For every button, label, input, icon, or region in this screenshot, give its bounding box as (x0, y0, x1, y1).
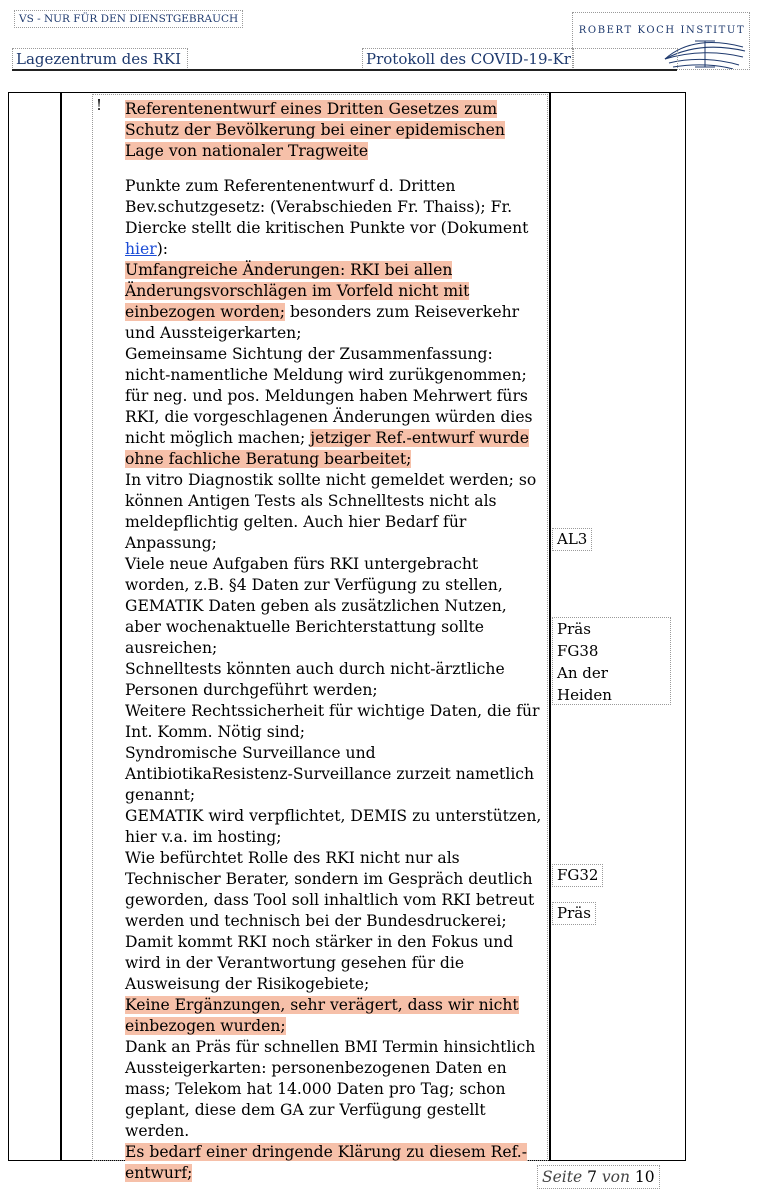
paragraph-tasks: Viele neue Aufgaben fürs RKI untergebracht worden, z.B. §4 Daten zur Verfügung zu stellen, GEMATIK Daten geben als zusätzlichen Nutzen, aber wochenaktuelle Berichterstattung sollte ausreichen; (125, 555, 507, 657)
intro-text: Punkte zum Referentenentwurf d. Dritten Bev.schutzgesetz: (Verabschieden Fr. Thaiss); Fr. Diercke stellt die kritischen Punkte vor (Dokument (125, 177, 529, 237)
footer-seite: Seite (542, 1168, 583, 1186)
review-text: Gemeinsame Sichtung der Zusammenfassung: nicht-namentliche Meldung wird zurükgenommen; für neg. und pos. Meldungen haben Mehrwert fürs RKI, die vorgeschlagenen Änderungen würden dies nicht möglich machen; (125, 345, 533, 447)
paragraph-changes (125, 260, 543, 344)
paragraph-clarification (125, 1142, 543, 1184)
paragraph-gematik: GEMATIK wird verpflichtet, DEMIS zu unterstützen, hier v.a. im hosting; (125, 807, 542, 846)
column-divider (60, 93, 62, 1160)
content-text (125, 99, 543, 1184)
highlight-clarification: Es bedarf einer dringende Klärung zu diesem Ref.-entwurf; (125, 1143, 528, 1182)
highlight-annoyed: Keine Ergänzungen, sehr verägert, dass wir nicht einbezogen wurden; (125, 996, 519, 1035)
paragraph-rapid-tests: Schnelltests könnten auch durch nicht-ärztliche Personen durchgeführt werden; (125, 660, 505, 699)
paragraph-surveillance: Syndromische Surveillance und AntibiotikaResistenz-Surveillance zurzeit nametlich genannt; (125, 744, 535, 804)
responsible-group (552, 617, 671, 705)
paragraph-review (125, 344, 543, 470)
paragraph-focus: Damit kommt RKI noch stärker in den Fokus und wird in der Verantwortung gesehen für die Ausweisung der Risikogebiete; (125, 933, 514, 993)
responsible-fg32: FG32 (552, 864, 603, 887)
header-left-title: Lagezentrum des RKI (12, 48, 188, 70)
footer-von: von (601, 1168, 630, 1186)
content-cell (92, 94, 548, 1182)
paragraph-annoyed (125, 995, 543, 1037)
responsible-heiden: An der Heiden (557, 664, 612, 704)
paragraph-diagnostics: In vitro Diagnostik sollte nicht gemeldet werden; so können Antigen Tests als Schnelltests nicht als meldepflichtig gelten. Auch hier Bedarf für Anpassung; (125, 471, 537, 552)
priority-marker: ! (96, 96, 103, 114)
intro-end: ): (156, 240, 169, 258)
agenda-heading-text: Referentenentwurf eines Dritten Gesetzes zum Schutz der Bevölkerung bei einer epidemischen Lage von nationaler Tragweite (125, 100, 505, 160)
header-right-box (572, 48, 678, 70)
responsible-fg38: FG38 (557, 642, 599, 660)
page-number: 7 (587, 1168, 597, 1186)
responsible-praes: Präs (557, 620, 591, 638)
header-right-title: Protokoll des COVID-19-Kr (362, 48, 574, 70)
responsible-praes-2: Präs (552, 902, 596, 925)
paragraph-role: Wie befürchtet Rolle des RKI nicht nur als Technischer Berater, sondern im Gespräch deutlich geworden, dass Tool soll inhaltlich vom RKI betreut werden und technisch bei der Bundesdruckerei; (125, 849, 535, 930)
column-divider (549, 93, 551, 1160)
classification-label: VS - NUR FÜR DEN DIENSTGEBRAUCH (14, 10, 243, 28)
institute-name: ROBERT KOCH INSTITUT (578, 25, 746, 36)
page-footer (537, 1165, 660, 1189)
paragraph-thanks: Dank an Präs für schnellen BMI Termin hinsichtlich Aussteigerkarten: personenbezogenen Daten en mass; Telekom hat 14.000 Daten pro Tag; schon geplant, diese dem GA zur Verfügung gestellt werden. (125, 1038, 536, 1140)
highlight-changes: Umfangreiche Änderungen: RKI bei allen Änderungsvorschlägen im Vorfeld nicht mit einbezogen worden; (125, 261, 470, 321)
document-link[interactable]: hier (125, 240, 157, 258)
intro-paragraph (125, 176, 543, 260)
responsible-al3: AL3 (552, 528, 592, 551)
highlight-review: jetziger Ref.-entwurf wurde ohne fachliche Beratung bearbeitet; (125, 429, 529, 468)
changes-rest: besonders zum Reiseverkehr und Aussteigerkarten; (125, 303, 520, 342)
agenda-heading (125, 99, 543, 162)
page-total: 10 (634, 1168, 655, 1186)
paragraph-legal: Weitere Rechtssicherheit für wichtige Daten, die für Int. Komm. Nötig sind; (125, 702, 540, 741)
header-rule (12, 69, 677, 71)
